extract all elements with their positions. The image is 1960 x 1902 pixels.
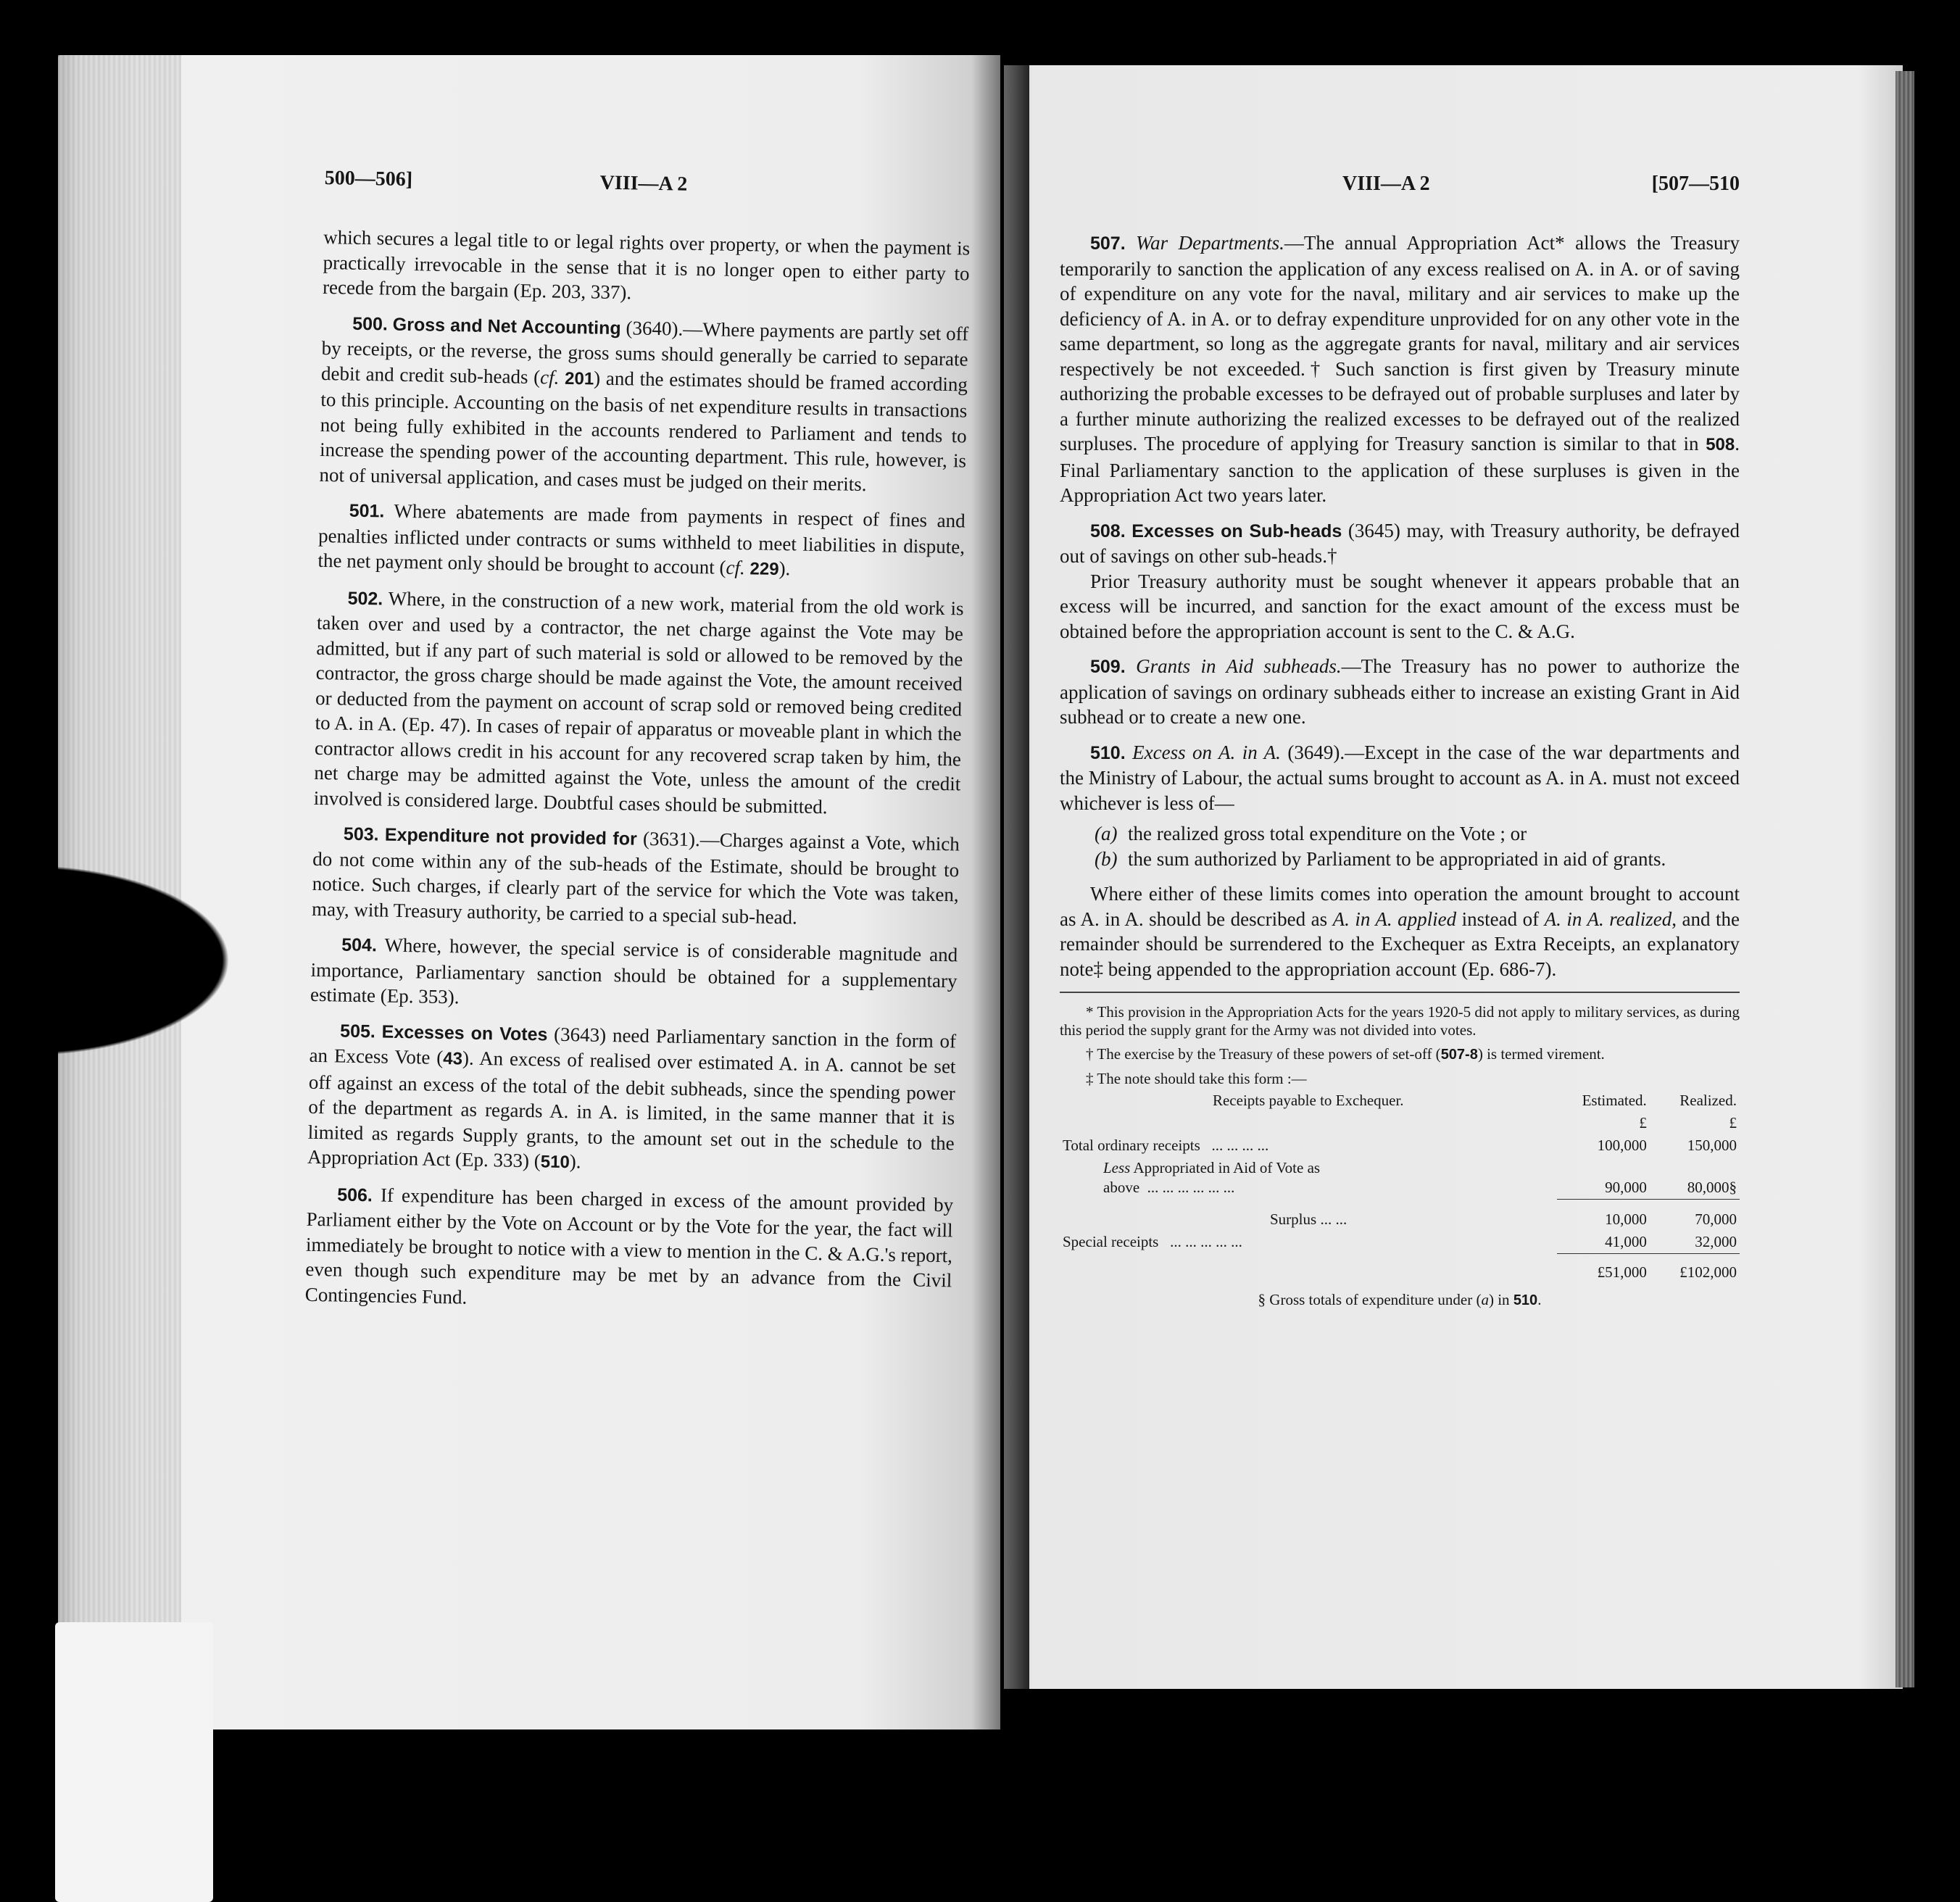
- row-label: [1060, 1231, 1557, 1254]
- list-label: (b): [1095, 847, 1118, 870]
- italic-term: A. in A. realized: [1544, 908, 1672, 930]
- book-gutter: [971, 51, 1029, 1740]
- italic-term: A. in A. applied: [1332, 908, 1457, 930]
- row-label-text: Surplus: [1270, 1210, 1317, 1228]
- continued-paragraph: which secures a legal title to or legal rights over property, or when the payment is practically irrevocable in the sense that it is no longer open to either party to recede from the bargain (Ep. 203, 337).: [322, 225, 971, 304]
- paragraph-text: instead of: [1456, 908, 1545, 930]
- paragraph-501: [317, 497, 966, 586]
- paragraph-text: (3643) need Parliamentary sanction in the form of an Excess Vote (: [309, 1023, 957, 1069]
- column-header-realized: Realized.: [1679, 1092, 1737, 1109]
- cross-reference: 507-8: [1440, 1047, 1478, 1063]
- table-row: [1060, 1231, 1740, 1254]
- right-page-range: [507—510: [1651, 173, 1740, 195]
- cross-reference: 508: [1706, 435, 1735, 454]
- cell-realized: 80,000§: [1687, 1178, 1737, 1196]
- cross-reference: 229: [749, 559, 779, 580]
- paragraph-number: 501.: [349, 500, 385, 522]
- right-page-edge: [1895, 71, 1914, 1687]
- paragraph-title: Excesses on Sub-heads: [1131, 520, 1342, 541]
- leader-dots: ... ... ... ... ...: [1170, 1233, 1242, 1250]
- paragraph-506: [305, 1181, 954, 1318]
- table-row: [1060, 1157, 1740, 1199]
- paragraph-510: [1060, 740, 1740, 816]
- footnote-dagger: [1060, 1045, 1740, 1064]
- cell-realized: 150,000: [1687, 1137, 1737, 1154]
- footnote-text: .: [1537, 1290, 1542, 1308]
- paragraph-number: 507.: [1090, 233, 1126, 254]
- italic-term: a: [1481, 1290, 1489, 1308]
- paragraph-510-continued: [1060, 881, 1740, 981]
- paragraph-text: ). An excess of realised over estimated A. in A. cannot be set off against an excess of the total of the debit subheads, since the spending power of the department as regards A. in A. is limited, in the same manner that it is limited as regards Supply grants, to the amount set out in the schedule to the Appropriation Act (Ep. 333) (: [307, 1047, 956, 1172]
- paragraph-text: (3649).—Except in the case of the war departments and the Ministry of Labour, the actual sums brought to account as A. in A. must not exceed whichever is less of—: [1060, 741, 1740, 814]
- left-page-range: 500—506]: [324, 167, 413, 191]
- paragraph-title: Expenditure not provided for: [384, 824, 637, 850]
- cell-realized: 70,000: [1650, 1199, 1740, 1231]
- paragraph-508: [1060, 518, 1740, 569]
- receipts-table: [1060, 1089, 1740, 1284]
- paragraph-text: Where, however, the special service is of considerable magnitude and importance, Parliamentary sanction should be obtained for a supplementary estimate (Ep. 353).: [310, 934, 958, 1008]
- paragraph-text: (3631).—Charges against a Vote, which do not come within any of the sub-heads of the Estimate, should be brought to notice. Such charges, if clearly part of the service for which the Vote was taken, may, with Treasury authority, be carried to a special sub-head.: [311, 827, 960, 929]
- paragraph-509: [1060, 654, 1740, 730]
- paragraph-text: Where either of these limits comes into operation the amount brought to account as A. in A. should be described as: [1060, 883, 1740, 930]
- paragraph-number: 500.: [352, 313, 389, 335]
- table-unit-row: [1060, 1112, 1740, 1134]
- paragraph-503: [312, 821, 960, 933]
- paragraph-title: War Departments.: [1136, 232, 1284, 254]
- list-text: the realized gross total expenditure on the Vote ; or: [1128, 823, 1527, 844]
- paragraph-text: Where, in the construction of a new work, material from the old work is taken over and used by a contractor, the net charge against the Vote may be admitted, but if any part of such material is sold or allowed to be removed by the contractor, the gross charge should be made against the Vote, the amount received or deducted from the payment on account of scrap sold or removed being credited to A. in A. (Ep. 47). In cases of repair of apparatus or moveable plant in which the contractor allows credit in his account for any recovered scrap taken by him, the net charge may be admitted against the Vote, unless the amount of the credit involved is considered large. Doubtful cases should be submitted.: [313, 586, 964, 818]
- paragraph-title: Excess on A. in A.: [1132, 741, 1281, 763]
- paragraph-number: 508.: [1090, 520, 1126, 541]
- table-header-row: [1060, 1089, 1740, 1112]
- paragraph-text: (3640).—Where payments are partly set off by receipts, or the reverse, the gross sums should generally be carried to separate debit and credit sub-heads (: [320, 316, 969, 388]
- paragraph-500: [319, 310, 968, 498]
- paragraph-text: ) and the estimates should be framed according to this principle. Accounting on the basis of net expenditure results in transactions not being fully exhibited in the accounts rendered to Parliament and tends to increase the spending power of the accounting department. This rule, however, is not of universal application, and cases must be judged on their merits.: [319, 367, 968, 495]
- row-label-italic: Less: [1103, 1159, 1131, 1176]
- row-label-text: above: [1103, 1179, 1140, 1196]
- list-item-a: [1095, 821, 1740, 847]
- paragraph-number: 503.: [343, 823, 379, 845]
- paragraph-504: [310, 931, 958, 1018]
- footnote-double-dagger: ‡ The note should take this form :—: [1086, 1070, 1307, 1087]
- footnote-rule: [1060, 992, 1740, 993]
- left-section-title: VIII—A 2: [599, 171, 688, 196]
- paragraph-508-continued: Prior Treasury authority must be sought whenever it appears probable that an excess will be incurred, and sanction for the exact amount of the excess must be obtained before the appropriation account is sent to the C. & A.G.: [1060, 570, 1740, 642]
- column-header-estimated: Estimated.: [1582, 1092, 1647, 1109]
- left-column: [304, 167, 971, 1328]
- paragraph-text: —The Treasury has no power to authorize the application of savings on ordinary subheads either to increase an existing Grant in Aid subhead or to create a new one.: [1060, 655, 1740, 728]
- finger-shadow: [0, 855, 250, 1066]
- list-label: (a): [1095, 823, 1118, 844]
- unit-symbol: £: [1729, 1114, 1737, 1131]
- row-label: [1060, 1199, 1557, 1231]
- list-item-b: [1095, 847, 1740, 872]
- paragraph-text: —The annual Appropriation Act* allows the Treasury temporarily to sanction the application of any excess realised on A. in A. or of saving of expenditure on any vote for the naval, military and air services to make up the deficiency of A. in A. or to defray expenditure unprovided for on any other vote in the same department, so long as the aggregate grants for naval, military and air services respectively be not exceeded.† Such sanction is first given by Treasury minute authorizing the probable excesses to be defrayed out of probable surpluses and later by a further minute authorizing the realized excesses to be defrayed out of the realized surpluses. The procedure of applying for Treasury sanction is similar to that in: [1060, 232, 1740, 454]
- paragraph-title: Gross and Net Accounting: [392, 314, 621, 339]
- cell-estimated: 10,000: [1557, 1199, 1650, 1231]
- footnote-text: † The exercise by the Treasury of these powers of set-off (: [1086, 1045, 1441, 1063]
- total-realized: £102,000: [1650, 1253, 1740, 1284]
- paragraph-502: [314, 584, 964, 821]
- paragraph-number: 505.: [339, 1021, 376, 1042]
- paragraph-number: 504.: [341, 934, 378, 956]
- paragraph-text: . Final Parliamentary sanction to the application of these surpluses is given in the Appropriation Act two years later.: [1060, 433, 1740, 506]
- footnote-star: * This provision in the Appropriation Acts for the years 1920-5 did not apply to military services, as during this period the supply grant for the Army was not divided into votes.: [1060, 1003, 1740, 1039]
- cross-reference: 510: [1513, 1292, 1538, 1308]
- paragraph-507: [1060, 231, 1740, 508]
- paragraph-text: Where abatements are made from payments in respect of fines and penalties inflicted under contracts or sums withheld to meet liabilities in dispute, the net payment only should be brought to account (: [317, 499, 966, 578]
- cross-reference: 43: [443, 1049, 463, 1069]
- paragraph-title: Excesses on Votes: [381, 1021, 548, 1045]
- leader-dots: ... ... ... ...: [1211, 1137, 1269, 1154]
- paragraph-text: , and the remainder should be surrendered to the Exchequer as Extra Receipts, an explanatory note‡ being appended to the appropriation account (Ep. 686-7).: [1060, 908, 1740, 980]
- table-header-label: Receipts payable to Exchequer.: [1212, 1092, 1404, 1109]
- white-card: [55, 1622, 213, 1902]
- paragraph-number: 502.: [347, 588, 383, 609]
- total-estimated: £51,000: [1557, 1253, 1650, 1284]
- table-total-row: [1060, 1253, 1740, 1284]
- right-section-title: VIII—A 2: [1342, 173, 1430, 195]
- paragraph-text: If expenditure has been charged in excess of the amount provided by Parliament either by the Vote on Account or by the Vote for the year, the fact will immediately be brought to notice with a view to mention in the C. & A.G.'s report, even though such expenditure may be met by an advance from the Civil Contingencies Fund.: [304, 1183, 954, 1308]
- list-text: the sum authorized by Parliament to be appropriated in aid of grants.: [1128, 847, 1666, 870]
- cf-abbrev: cf.: [539, 365, 560, 389]
- footnote-text: ) is termed virement.: [1477, 1045, 1605, 1063]
- paragraph-number: 510.: [1090, 742, 1126, 763]
- row-label-text: Special receipts: [1063, 1233, 1159, 1250]
- paragraph-text: ).: [569, 1150, 581, 1173]
- row-label: [1060, 1157, 1557, 1199]
- right-column: [1060, 173, 1740, 1309]
- paragraph-number: 509.: [1090, 657, 1126, 677]
- table-row: [1060, 1199, 1740, 1231]
- row-label-text: Appropriated in Aid of Vote as: [1130, 1159, 1321, 1176]
- footnote-text: § Gross totals of expenditure under (: [1258, 1290, 1482, 1308]
- paragraph-text: ).: [778, 557, 791, 580]
- cross-reference: 510: [540, 1152, 570, 1173]
- unit-symbol: £: [1639, 1114, 1647, 1131]
- leader-dots: ... ... ... ... ... ...: [1147, 1179, 1235, 1196]
- row-label-text: Total ordinary receipts: [1063, 1137, 1200, 1154]
- paragraph-text: (3645) may, with Treasury authority, be defrayed out of savings on other sub-heads.†: [1060, 519, 1740, 567]
- right-running-header: [1060, 173, 1740, 206]
- paragraph-number: 506.: [337, 1184, 373, 1205]
- cell-estimated: 41,000: [1605, 1232, 1647, 1250]
- cf-abbrev: cf.: [726, 556, 746, 579]
- table-row: [1060, 1134, 1740, 1157]
- leader-dots: ... ...: [1320, 1210, 1348, 1228]
- footnote-text: ) in: [1488, 1290, 1513, 1308]
- paragraph-505: [307, 1017, 957, 1182]
- footnote-section: [1060, 1291, 1740, 1309]
- paragraph-title: Grants in Aid subheads.: [1136, 655, 1342, 677]
- cell-estimated: 90,000: [1605, 1178, 1647, 1196]
- cell-estimated: 100,000: [1597, 1137, 1647, 1154]
- cell-realized: 32,000: [1695, 1232, 1737, 1250]
- row-label: [1060, 1134, 1557, 1157]
- cross-reference: 201: [564, 368, 594, 389]
